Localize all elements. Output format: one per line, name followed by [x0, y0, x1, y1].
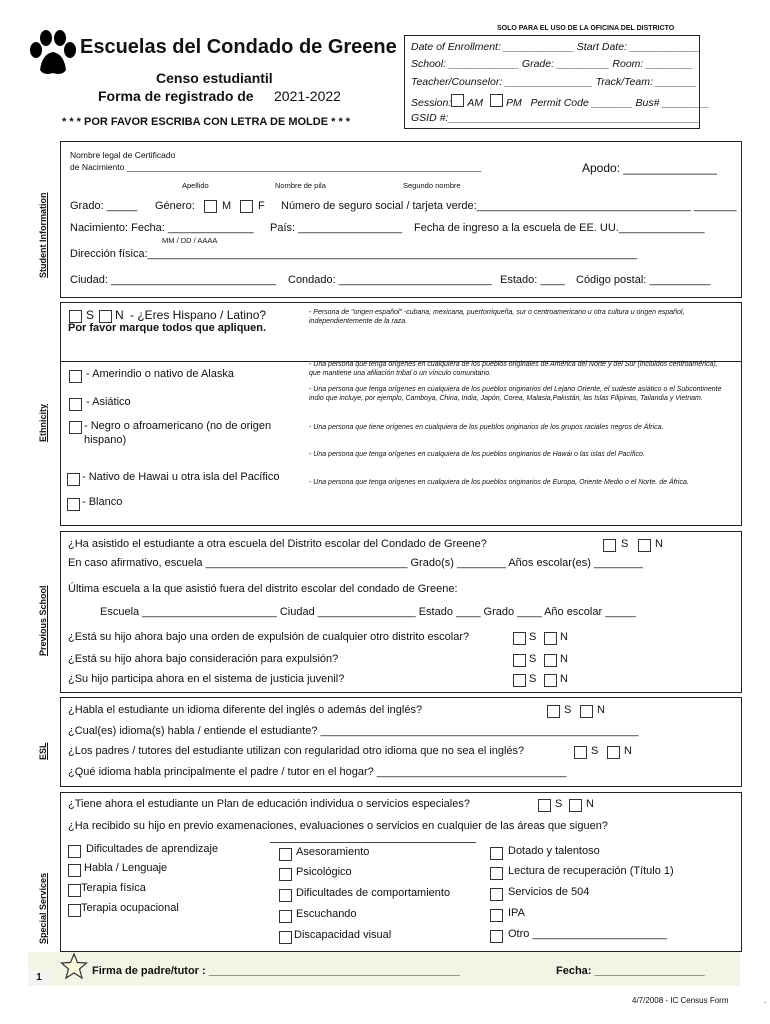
permit-bus-label: Permit Code _______ Bus# ________	[530, 97, 710, 109]
race-note-amerindio: - Una persona que tenga orígenes en cualquiera de los pueblos originales de América del Norte y del Sur (incluidos centroamérica), que mantiene una afiliación tribal o un vínculo comunitario.	[309, 361, 718, 377]
race-note-asiatico: - Una persona que tenga orígenes en cualquiera de los pueblos originarios del Lejano Oriente, el sudeste asiático o el Subcontinente indio que incluye, por ejemplo, Camboya, China, India, Japón, Corea, Malasia,Pakistán, las Islas Filipinas, Tailandia y Vietnam.	[309, 386, 722, 402]
gender-label: Género:	[155, 200, 195, 212]
form-subtitle: Censo estudiantil	[156, 70, 273, 86]
service-label-ocupacional: Terapia ocupacional	[81, 902, 179, 914]
previous-school-field[interactable]: En caso afirmativo, escuela _________________________________ Grado(s) ________ Años escolar(es) ________	[68, 557, 643, 569]
consideration-s-checkbox[interactable]	[513, 654, 526, 667]
service-checkbox-psicologico[interactable]	[279, 868, 292, 881]
office-school: School: ____________ Grade: _________ Room: ________	[411, 58, 693, 70]
service-label-escuchando: Escuchando	[296, 908, 357, 920]
gender-m-checkbox[interactable]	[204, 200, 217, 213]
race-checkbox-negro[interactable]	[69, 421, 82, 434]
language-question: ¿Habla el estudiante un idioma diferente del inglés o además del inglés?	[68, 704, 423, 716]
hispanic-n-label: N	[115, 308, 124, 322]
office-use-box	[404, 35, 710, 129]
ssn-field[interactable]: Número de seguro social / tarjeta verde:___________________________________ _______	[281, 200, 737, 212]
form-subtitle-2: Forma de registrado de	[98, 88, 254, 104]
service-checkbox-otro[interactable]	[490, 930, 503, 943]
race-label-amerindio: - Amerindio o nativo de Alaska	[86, 368, 234, 380]
other-school-n-label: N	[655, 538, 663, 550]
last-school-label: Última escuela a la que asistió fuera del distrito escolar del condado de Greene:	[68, 583, 458, 595]
consideration-n-label: N	[560, 653, 568, 665]
birth-date-field[interactable]: Nacimiento: Fecha: ______________	[70, 222, 254, 234]
form-version: 4/7/2008 - IC Census Form	[632, 996, 729, 1005]
parents-language-n-checkbox[interactable]	[607, 746, 620, 759]
school-year: 2021-2022	[274, 88, 341, 104]
juvenile-s-label: S	[529, 673, 537, 685]
service-checkbox-ocupacional[interactable]	[68, 904, 81, 917]
expulsion-n-label: N	[560, 631, 568, 643]
service-checkbox-dotado[interactable]	[490, 847, 503, 860]
office-header: SOLO PARA EL USO DE LA OFICINA DEL DISTRICTO	[497, 25, 675, 32]
race-note-negro: - Una persona que tiene orígenes en cualquiera de los pueblos originarios de los grupos raciales negros de África.	[309, 424, 664, 431]
office-teacher: Teacher/Counselor: _______________ Track/Team: _______	[411, 76, 697, 88]
consideration-s-label: S	[529, 653, 537, 665]
service-checkbox-ipa[interactable]	[490, 909, 503, 922]
am-checkbox[interactable]	[451, 94, 464, 107]
service-label-dotado: Dotado y talentoso	[508, 845, 600, 857]
district-title: Escuelas del Condado de Greene	[80, 36, 397, 58]
ethnicity-section	[60, 302, 742, 526]
paw-logo-icon	[28, 30, 78, 78]
expulsion-question: ¿Está su hijo ahora bajo una orden de expulsión de cualquier otro distrito escolar?	[68, 631, 470, 643]
legal-name-field[interactable]: de Nacimiento ___________________________________________________________________________	[70, 162, 482, 172]
grade-field[interactable]: Grado: _____	[70, 200, 138, 212]
other-school-n-checkbox[interactable]	[638, 539, 651, 552]
expulsion-n-checkbox[interactable]	[544, 632, 557, 645]
hispanic-question: - ¿Eres Hispano / Latino?	[130, 308, 267, 322]
expulsion-s-label: S	[529, 631, 537, 643]
section-label-ethnicity: Ethnicity	[38, 403, 48, 442]
juvenile-n-checkbox[interactable]	[544, 674, 557, 687]
other-school-s-label: S	[621, 538, 629, 550]
service-label-504: Servicios de 504	[508, 886, 590, 898]
iep-s-label: S	[555, 798, 563, 810]
race-label-blanco: - Blanco	[82, 496, 123, 508]
language-n-label: N	[597, 704, 605, 716]
address-field[interactable]: Dirección física:________________________________________________________________________________	[70, 248, 638, 260]
service-label-lectura: Lectura de recuperación (Título 1)	[508, 865, 674, 877]
juvenile-question: ¿Su hijo participa ahora en el sistema de justicia juvenil?	[68, 673, 345, 685]
evaluation-question: ¿Ha recibido su hijo en previo examenaciones, evaluaciones o servicios en cualquier de las áreas que siguen?	[68, 820, 608, 832]
section-label-previous: Previous School	[38, 585, 48, 656]
apellido-caption: Apellido	[182, 181, 209, 190]
date-format-caption: MM / DD / AAAA	[162, 236, 218, 245]
nickname-field[interactable]: Apodo: ______________	[582, 161, 717, 175]
service-checkbox-comportamiento[interactable]	[279, 889, 292, 902]
service-checkbox-lectura[interactable]	[490, 867, 503, 880]
service-checkbox-escuchando[interactable]	[279, 910, 292, 923]
race-note-blanco: - Una persona que tenga orígenes en cualquiera de los pueblos originarios de Europa, Oriente Medio o el Norte. de África.	[309, 479, 689, 486]
last-school-field[interactable]: Escuela ______________________ Ciudad ________________ Estado ____ Grado ____ Año escolar _____	[100, 606, 636, 618]
gender-f-label: F	[258, 200, 265, 212]
language-s-checkbox[interactable]	[547, 705, 560, 718]
expulsion-s-checkbox[interactable]	[513, 632, 526, 645]
other-school-s-checkbox[interactable]	[603, 539, 616, 552]
service-label-otro[interactable]: Otro ______________________	[508, 928, 668, 940]
print-instruction: * * * POR FAVOR ESCRIBA CON LETRA DE MOLDE * * *	[62, 116, 351, 128]
parents-language-question: ¿Los padres / tutores del estudiante utilizan con regularidad otro idioma que no sea el inglés?	[68, 745, 525, 757]
service-checkbox-aprendizaje[interactable]	[68, 845, 81, 858]
mark-all-instruction: Por favor marque todos que apliquen.	[68, 322, 267, 334]
service-checkbox-habla[interactable]	[68, 864, 81, 877]
service-label-aprendizaje: Dificultades de aprendizaje	[86, 843, 219, 855]
service-label-fisica: Terapia física	[81, 882, 146, 894]
trailing-dot: .	[764, 996, 767, 1005]
parents-language-s-label: S	[591, 745, 599, 757]
signature-date-field[interactable]: Fecha: __________________	[556, 965, 705, 977]
service-label-visual: Discapacidad visual	[294, 929, 392, 941]
state-field[interactable]: Estado: ____	[500, 274, 565, 286]
gender-f-checkbox[interactable]	[240, 200, 253, 213]
race-checkbox-hawai[interactable]	[67, 473, 80, 486]
race-checkbox-asiatico[interactable]	[69, 398, 82, 411]
service-checkbox-visual[interactable]	[279, 931, 292, 944]
race-label-negro: - Negro o afroamericano (no de origen hispano)	[84, 420, 272, 447]
section-label-special: Special Services	[38, 872, 48, 944]
race-label-hawai: - Nativo de Hawai u otra isla del Pacífico	[82, 471, 280, 483]
office-gsid: GSID #:___________________________________________	[411, 112, 700, 124]
star-icon	[60, 952, 88, 980]
race-checkbox-amerindio[interactable]	[69, 370, 82, 383]
race-label-asiatico: - Asiático	[86, 396, 131, 408]
county-field[interactable]: Condado: _________________________	[288, 274, 492, 286]
pm-checkbox[interactable]	[490, 94, 503, 107]
service-checkbox-fisica[interactable]	[68, 884, 81, 897]
segundo-nombre-caption: Segundo nombre	[403, 181, 461, 190]
service-label-comportamiento: Dificultades de comportamiento	[296, 887, 451, 899]
parents-language-n-label: N	[624, 745, 632, 757]
am-label: AM	[467, 97, 484, 109]
consideration-n-checkbox[interactable]	[544, 654, 557, 667]
office-session-row	[411, 94, 709, 109]
office-session-label: Session:	[411, 97, 452, 109]
languages-spoken-field[interactable]: ¿Cual(es) idioma(s) habla / entiende el estudiante? ____________________________________________________	[68, 725, 639, 737]
service-checkbox-504[interactable]	[490, 888, 503, 901]
iep-n-checkbox[interactable]	[569, 799, 582, 812]
parent-signature-field[interactable]: Firma de padre/tutor : _________________________________________	[92, 965, 460, 977]
other-school-question: ¿Ha asistido el estudiante a otra escuela del Distrito escolar del Condado de Greene?	[68, 538, 487, 550]
iep-n-label: N	[586, 798, 594, 810]
section-label-student: Student Information	[38, 192, 48, 278]
juvenile-s-checkbox[interactable]	[513, 674, 526, 687]
iep-question: ¿Tiene ahora el estudiante un Plan de educación individua o servicios especiales?	[68, 798, 470, 810]
us-entry-date-field[interactable]: Fecha de ingreso a la escuela de EE. UU.______________	[414, 222, 705, 234]
service-label-asesoramiento: Asesoramiento	[296, 846, 370, 858]
race-checkbox-blanco[interactable]	[67, 498, 80, 511]
legal-name-label: Nombre legal de Certificado	[70, 150, 176, 160]
section-label-esl: ESL	[38, 742, 48, 760]
race-note-hawai: - Una persona que tenga orígenes en cualquiera de los pueblos originarios de Hawái o las islas del Pacífico.	[309, 451, 645, 458]
service-label-psicologico: Psicológico	[296, 866, 352, 878]
gender-m-label: M	[222, 200, 232, 212]
service-label-habla: Habla / Lenguaje	[84, 862, 168, 874]
iep-s-checkbox[interactable]	[538, 799, 551, 812]
country-field[interactable]: País: _________________	[270, 222, 403, 234]
hispanic-note: - Persona de "origen español" -cubana, mexicana, puertorriqueña, sur o centroamericano u otra cultura u origen español, independientemente de la raza.	[309, 309, 685, 325]
office-enrollment: Date of Enrollment: ____________ Start Date: ____________	[411, 41, 700, 53]
hispanic-s-label: S	[86, 308, 95, 322]
language-s-label: S	[564, 704, 572, 716]
pm-label: PM	[505, 97, 522, 109]
service-label-ipa: IPA	[508, 907, 525, 919]
home-language-field[interactable]: ¿Qué idioma habla principalmente el padre / tutor en el hogar? _______________________________	[68, 766, 567, 778]
nombre-pila-caption: Nombre de pila	[275, 181, 326, 190]
zip-field[interactable]: Código postal: __________	[576, 274, 711, 286]
service-checkbox-asesoramiento[interactable]	[279, 848, 292, 861]
parents-language-s-checkbox[interactable]	[574, 746, 587, 759]
city-field[interactable]: Ciudad: ___________________________	[70, 274, 277, 286]
juvenile-n-label: N	[560, 673, 568, 685]
page-number: 1	[28, 970, 50, 986]
services-divider	[270, 842, 476, 843]
consideration-question: ¿Está su hijo ahora bajo consideración para expulsión?	[68, 653, 339, 665]
language-n-checkbox[interactable]	[580, 705, 593, 718]
